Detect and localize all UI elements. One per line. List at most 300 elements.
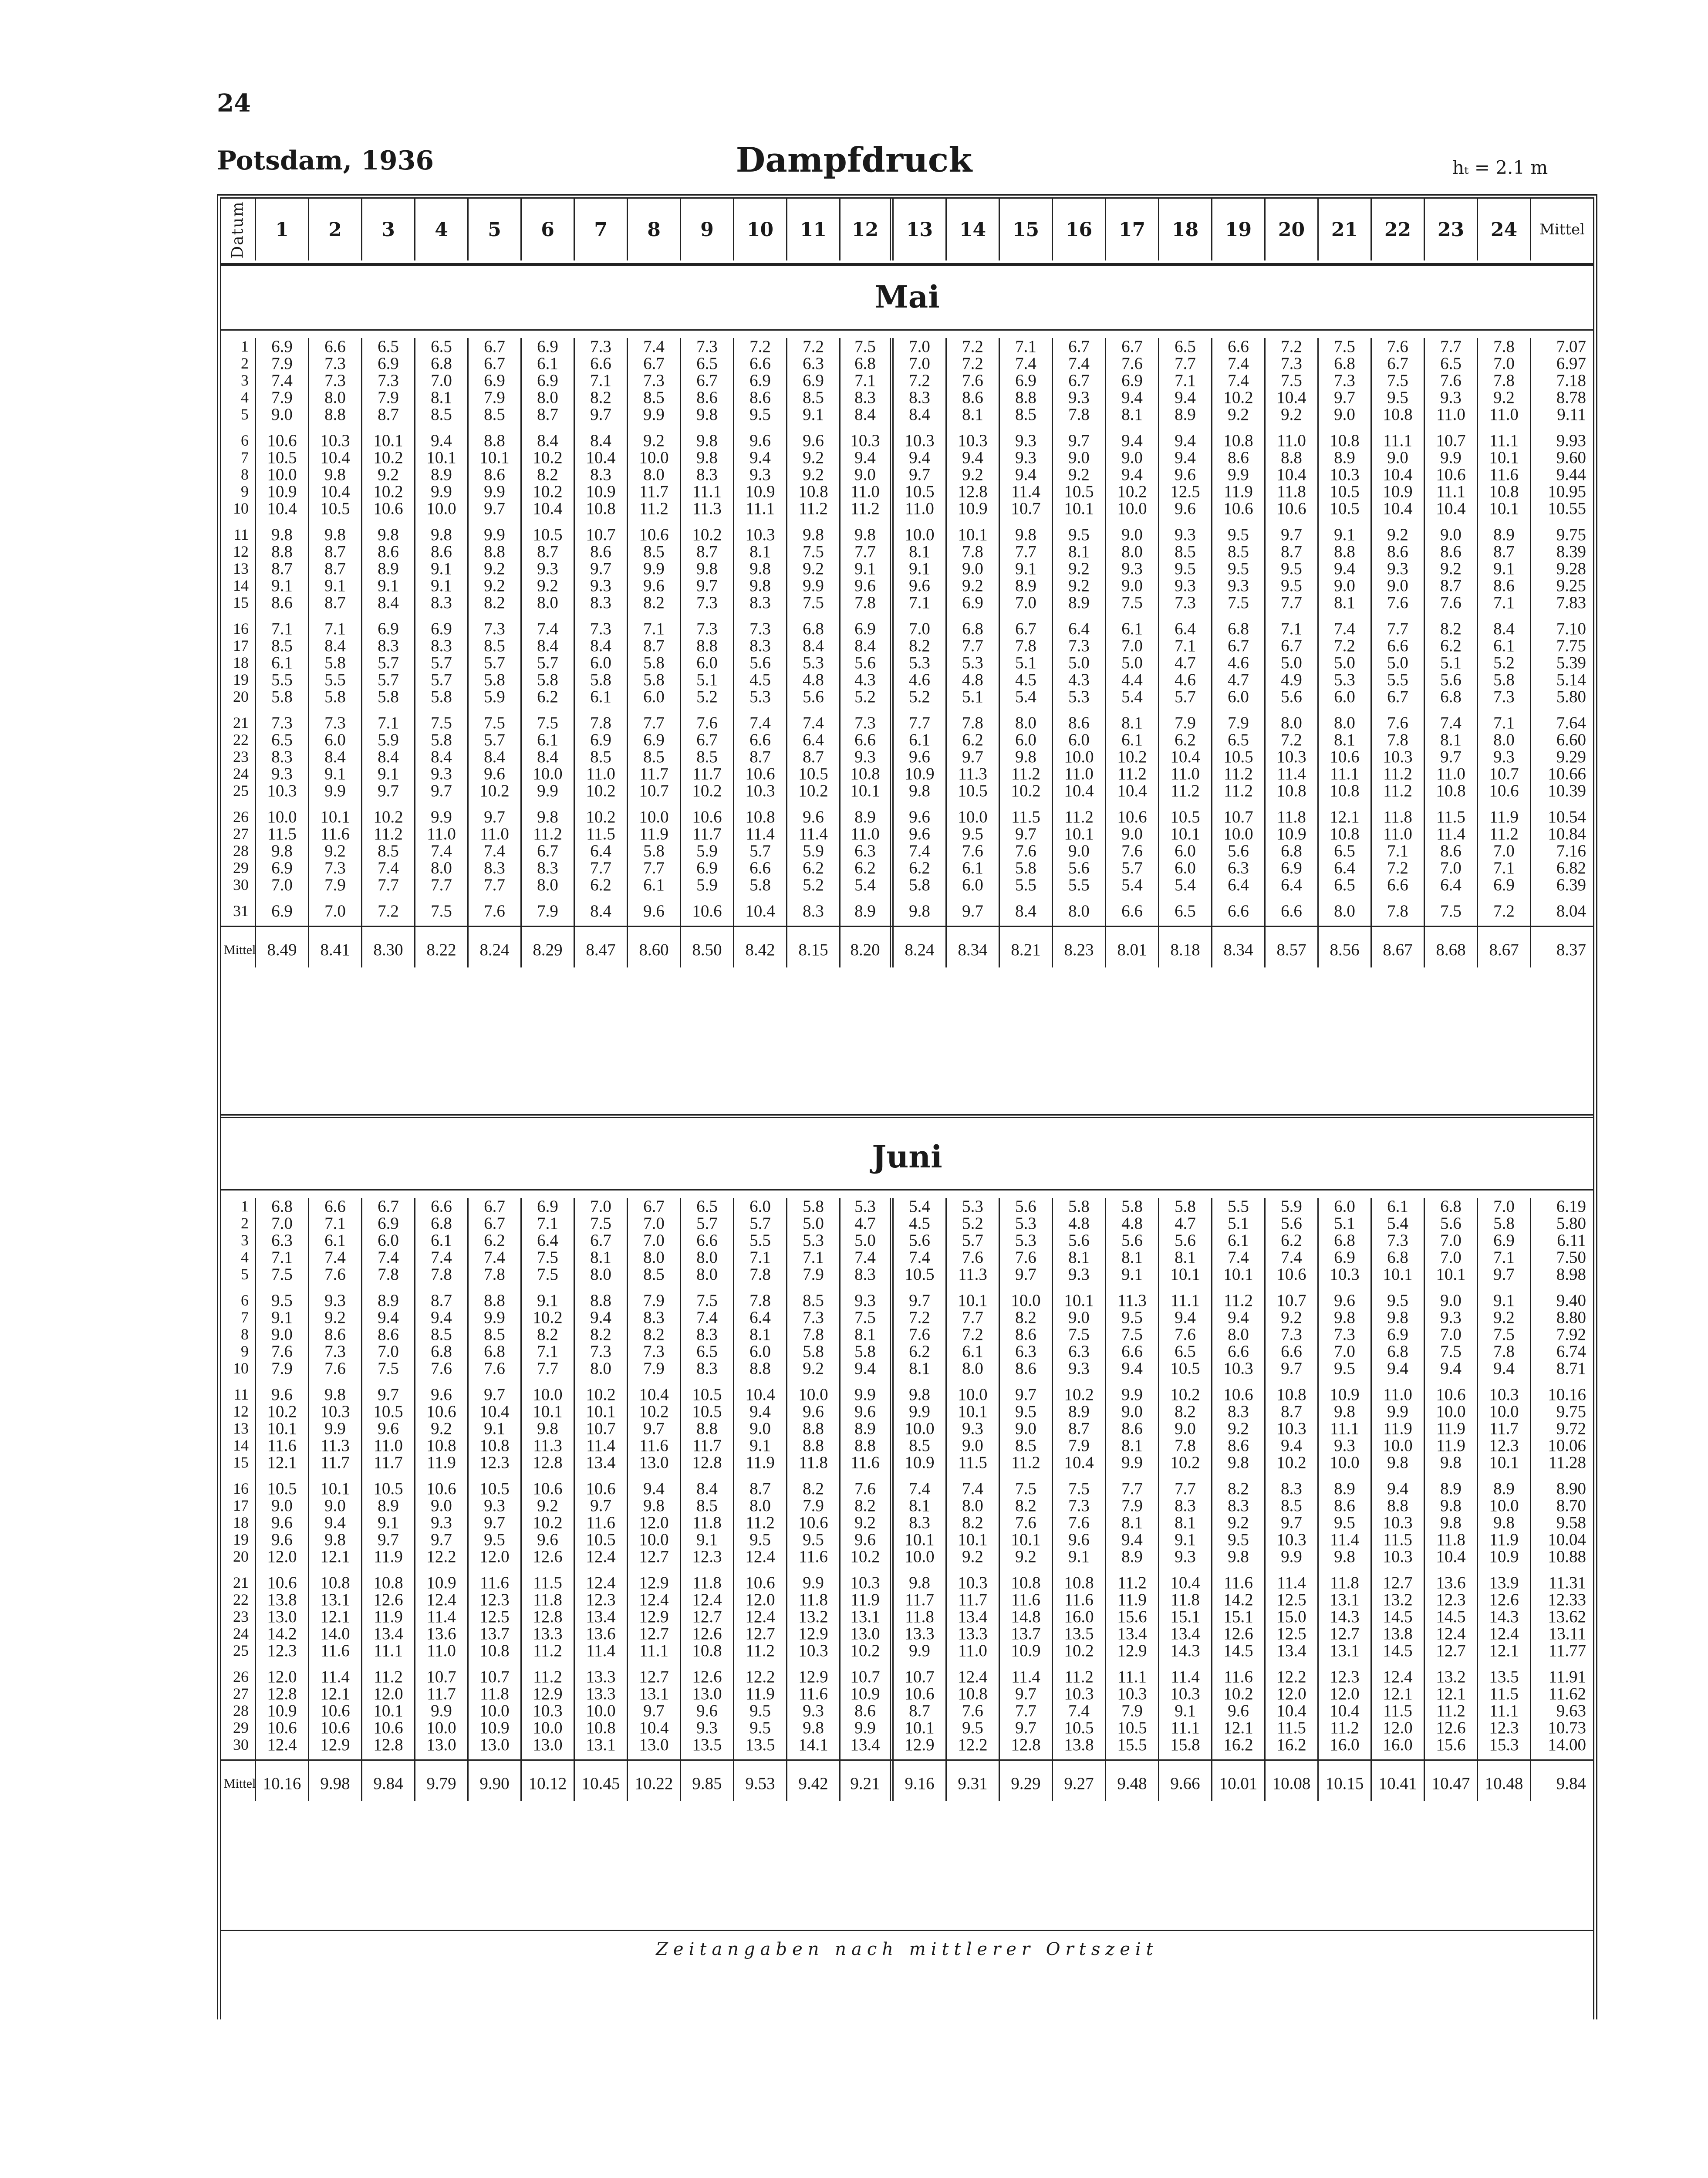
value-cell: 9.9 [324, 781, 346, 800]
value-cell: 11.2 [1064, 808, 1094, 826]
value-cell: 9.2 [1015, 1547, 1036, 1566]
value-cell: 7.3 [590, 1342, 611, 1361]
value-cell: 5.1 [1334, 1214, 1355, 1233]
value-cell: 18 [233, 1514, 249, 1531]
value-cell: 9.8 [696, 559, 718, 578]
value-cell: 11.0 [1171, 764, 1200, 783]
value-cell: 6.8 [1334, 354, 1355, 373]
value-cell: 11.0 [851, 825, 880, 843]
value-cell: 9.6 [909, 576, 930, 595]
mean-cell: 9.53 [745, 1774, 775, 1793]
mean-cell: 8.57 [1276, 940, 1306, 959]
value-cell: 10.4 [1436, 1547, 1466, 1566]
value-cell: 8.8 [1281, 448, 1302, 467]
value-cell: 6.8 [1440, 687, 1462, 706]
value-cell: 6.1 [643, 876, 665, 894]
value-cell: 13.4 [1117, 1624, 1147, 1643]
value-cell: 10.3 [1330, 465, 1360, 484]
value-cell: 8.1 [1068, 1248, 1090, 1267]
value-cell: 9.8 [1015, 525, 1036, 544]
value-cell: 13.4 [850, 1735, 880, 1754]
value-cell: 5.8 [643, 842, 665, 860]
value-cell: 6 [241, 432, 249, 449]
value-cell: 7.6 [484, 902, 505, 920]
value-cell: 8.9 [1068, 593, 1090, 612]
value-cell: 11.0 [1436, 764, 1465, 783]
value-cell: 4.5 [909, 1214, 930, 1233]
value-cell: 9.6 [378, 1419, 399, 1438]
value-cell: 10.6 [1223, 499, 1253, 518]
value-cell: 9.0 [1068, 1308, 1090, 1327]
value-cell: 14.5 [1436, 1607, 1466, 1626]
value-cell: 11.3 [692, 499, 722, 518]
value-cell: 14.5 [1383, 1641, 1413, 1660]
value-cell: 7.8 [1175, 1436, 1196, 1455]
value-cell: 9.1 [1493, 559, 1515, 578]
value-cell: 16.2 [1276, 1735, 1306, 1754]
value-cell: 5.4 [854, 876, 876, 894]
hour-column-20 [1266, 1198, 1319, 1801]
value-cell: 9.8 [909, 781, 930, 800]
value-cell: 11.5 [1489, 1684, 1519, 1703]
value-cell: 9.1 [378, 1513, 399, 1532]
value-cell: 12 [233, 1403, 249, 1420]
value-cell: 8.6 [1440, 542, 1462, 561]
value-cell: 11.62 [1548, 1684, 1586, 1703]
value-cell: 11.9 [851, 1590, 880, 1609]
value-cell: 8.3 [643, 1308, 665, 1327]
value-cell: 10.3 [1383, 1513, 1413, 1532]
value-cell: 4.8 [803, 670, 824, 689]
header-hour-21: 21 [1319, 199, 1372, 260]
value-cell: 7.4 [909, 1479, 930, 1498]
value-cell: 10.8 [373, 1573, 403, 1592]
value-cell: 7.5 [590, 1214, 611, 1233]
value-cell: 8 [241, 1326, 249, 1343]
value-cell: 8.8 [1387, 1496, 1408, 1515]
value-cell: 10.73 [1548, 1718, 1586, 1737]
value-cell: 11.5 [1383, 1530, 1412, 1549]
value-cell: 13.5 [692, 1735, 722, 1754]
value-cell: 4.8 [962, 670, 983, 689]
value-cell: 10.5 [533, 525, 563, 544]
value-cell: 10.1 [1383, 1265, 1413, 1284]
value-cell: 12.1 [1223, 1718, 1253, 1737]
value-cell: 10.7 [479, 1667, 510, 1686]
value-cell: 28 [233, 842, 249, 859]
value-cell: 11.8 [1277, 482, 1306, 501]
value-cell: 7.6 [1015, 842, 1036, 860]
value-cell: 8.6 [1387, 542, 1408, 561]
value-cell: 7.0 [1440, 1231, 1462, 1250]
value-cell: 8.9 [378, 1291, 399, 1310]
value-cell: 8.4 [431, 747, 452, 766]
value-cell: 5.8 [537, 670, 558, 689]
page-title: Dampfdruck [736, 140, 972, 180]
value-cell: 10.6 [745, 764, 775, 783]
value-cell: 9.75 [1556, 1402, 1586, 1421]
value-cell: 5.0 [1121, 653, 1143, 672]
value-cell: 5.2 [696, 687, 718, 706]
hour-column-4 [415, 338, 469, 967]
value-cell: 6.4 [1281, 876, 1302, 894]
value-cell: 13.0 [850, 1624, 880, 1643]
value-cell: 10.0 [958, 1385, 988, 1404]
value-cell: 8.4 [484, 747, 505, 766]
value-cell: 7.4 [1228, 371, 1249, 390]
value-cell: 9.4 [431, 431, 452, 450]
value-cell: 1 [241, 1197, 249, 1215]
value-cell: 9.6 [854, 576, 876, 595]
value-cell: 6.11 [1557, 1231, 1586, 1250]
value-cell: 7.6 [1068, 1513, 1090, 1532]
value-cell: 9.60 [1556, 448, 1586, 467]
value-cell: 9.0 [1387, 448, 1408, 467]
value-cell: 8.6 [1440, 842, 1462, 860]
sensor-height-note: hₜ = 2.1 m [1452, 157, 1548, 178]
value-cell: 9.1 [1175, 1701, 1196, 1720]
value-cell: 8.1 [1175, 1513, 1196, 1532]
value-cell: 8.2 [643, 593, 665, 612]
value-cell: 12.7 [639, 1667, 669, 1686]
value-cell: 9.6 [431, 1385, 452, 1404]
value-cell: 10 [233, 500, 249, 517]
value-cell: 7.5 [854, 337, 876, 356]
value-cell: 9.9 [1121, 1453, 1143, 1472]
hour-column-8 [628, 338, 681, 967]
value-cell: 7.3 [696, 337, 718, 356]
hour-column-16 [1053, 1198, 1106, 1801]
value-cell: 7.6 [909, 1325, 930, 1344]
hour-column-6 [522, 338, 575, 967]
value-cell: 11.0 [1277, 431, 1306, 450]
hour-column-9 [681, 338, 734, 967]
value-cell: 8.4 [1493, 619, 1515, 638]
value-cell: 9.8 [1334, 1308, 1355, 1327]
value-cell: 9.4 [431, 1308, 452, 1327]
hour-column-22 [1372, 338, 1425, 967]
value-cell: 7.3 [1175, 593, 1196, 612]
value-cell: 7.1 [1493, 859, 1515, 877]
value-cell: 7.8 [962, 714, 983, 732]
value-cell: 6.1 [537, 354, 558, 373]
mean-cell: 8.50 [692, 940, 722, 959]
value-cell: 10.8 [1276, 781, 1306, 800]
value-cell: 7.8 [1493, 371, 1515, 390]
value-cell: 10.9 [426, 1573, 456, 1592]
value-cell: 10.3 [320, 1402, 350, 1421]
value-cell: 11.7 [639, 764, 668, 783]
value-cell: 10.6 [1436, 465, 1466, 484]
value-cell: 13.7 [1011, 1624, 1041, 1643]
value-cell: 8.4 [590, 431, 611, 450]
value-cell: 5.3 [1334, 670, 1355, 689]
hour-column-14 [947, 1198, 1000, 1801]
value-cell: 8.3 [1228, 1402, 1249, 1421]
hour-column-12 [840, 1198, 894, 1801]
value-cell: 6.0 [643, 687, 665, 706]
value-cell: 7.5 [803, 542, 824, 561]
value-cell: 11.9 [746, 1684, 775, 1703]
value-cell: 5.6 [749, 653, 771, 672]
value-cell: 4.8 [1121, 1214, 1143, 1233]
value-cell: 7.6 [1440, 593, 1462, 612]
value-cell: 7.5 [1015, 1479, 1036, 1498]
value-cell: 9.2 [1228, 1419, 1249, 1438]
value-cell: 11.1 [1489, 1701, 1519, 1720]
value-cell: 6.0 [749, 1197, 771, 1216]
value-cell: 12.1 [320, 1607, 350, 1626]
value-cell: 11.8 [1383, 808, 1412, 826]
value-cell: 5.7 [696, 1214, 718, 1233]
value-cell: 6.1 [324, 1231, 346, 1250]
value-cell: 6.8 [1334, 1231, 1355, 1250]
value-cell: 12.8 [373, 1735, 403, 1754]
value-cell: 8.9 [854, 808, 876, 826]
value-cell: 11.9 [1436, 1419, 1465, 1438]
value-cell: 9.7 [962, 902, 983, 920]
value-cell: 8.0 [537, 593, 558, 612]
value-cell: 8.5 [696, 747, 718, 766]
value-cell: 9.4 [854, 448, 876, 467]
value-cell: 10.5 [1064, 1718, 1094, 1737]
value-cell: 11.2 [1489, 825, 1519, 843]
value-cell: 7.3 [590, 337, 611, 356]
value-cell: 9.7 [696, 576, 718, 595]
value-cell: 26 [233, 1668, 249, 1685]
value-cell: 8.8 [854, 1436, 876, 1455]
value-cell: 7.5 [854, 1308, 876, 1327]
value-cell: 10.2 [1276, 1453, 1306, 1472]
value-cell: 6.7 [484, 337, 505, 356]
value-cell: 9.8 [1387, 1308, 1408, 1327]
value-cell: 7.4 [749, 714, 771, 732]
value-cell: 7 [241, 449, 249, 466]
value-cell: 7.4 [378, 859, 399, 877]
value-cell: 10.0 [639, 448, 669, 467]
value-cell: 7.2 [749, 337, 771, 356]
value-cell: 13.2 [1383, 1590, 1413, 1609]
mean-cell: 8.22 [426, 940, 456, 959]
value-cell: 5.3 [803, 653, 824, 672]
value-cell: 5.1 [962, 687, 983, 706]
mean-cell: 9.42 [798, 1774, 828, 1793]
value-cell: 6.7 [484, 1214, 505, 1233]
value-cell: 6.0 [696, 653, 718, 672]
value-cell: 10.0 [1489, 1496, 1519, 1515]
value-cell: 8.5 [696, 1496, 718, 1515]
value-cell: 8.6 [1068, 714, 1090, 732]
value-cell: 7.4 [537, 619, 558, 638]
hour-column-11 [787, 1198, 840, 1801]
value-cell: 6.5 [431, 337, 452, 356]
value-cell: 9.0 [1121, 525, 1143, 544]
value-cell: 12.4 [586, 1573, 616, 1592]
value-cell: 6.8 [1281, 842, 1302, 860]
value-cell: 10.1 [1436, 1265, 1466, 1284]
value-cell: 13.3 [958, 1624, 988, 1643]
value-cell: 9.4 [749, 1402, 771, 1421]
value-cell: 7.4 [431, 842, 452, 860]
value-cell: 8.4 [696, 1479, 718, 1498]
header-hour-22: 22 [1372, 199, 1425, 260]
value-cell: 12.4 [745, 1607, 775, 1626]
value-cell: 7.4 [962, 1479, 983, 1498]
mean-cell: 8.30 [373, 940, 403, 959]
value-cell: 7.2 [962, 354, 983, 373]
value-cell: 10.5 [267, 448, 297, 467]
value-cell: 8.5 [643, 388, 665, 407]
value-cell: 7.9 [378, 388, 399, 407]
value-cell: 7.4 [1334, 619, 1355, 638]
value-cell: 4.6 [1228, 653, 1249, 672]
value-cell: 9.0 [1440, 1291, 1462, 1310]
value-cell: 7.8 [431, 1265, 452, 1284]
value-cell: 7.92 [1556, 1325, 1586, 1344]
mean-cell: 9.98 [320, 1774, 350, 1793]
value-cell: 11 [233, 1386, 249, 1403]
value-cell: 11.6 [321, 825, 350, 843]
value-cell: 7.7 [1121, 1479, 1143, 1498]
value-cell: 9.9 [431, 482, 452, 501]
value-cell: 13.0 [533, 1735, 563, 1754]
value-cell: 15.1 [1170, 1607, 1200, 1626]
value-cell: 5.8 [378, 687, 399, 706]
value-cell: 10.8 [586, 1718, 616, 1737]
value-cell: 8.9 [1015, 576, 1036, 595]
value-cell: 10.3 [1276, 1419, 1306, 1438]
value-cell: 9.4 [1387, 1479, 1408, 1498]
mean-cell: 8.47 [586, 940, 616, 959]
hour-column-12 [840, 338, 894, 967]
value-cell: 10.7 [850, 1667, 880, 1686]
value-cell: 11.9 [639, 825, 668, 843]
value-cell: 6.1 [431, 1231, 452, 1250]
value-cell: 9.8 [749, 559, 771, 578]
value-cell: 9.4 [1387, 1359, 1408, 1378]
value-cell: 9.8 [1440, 1513, 1462, 1532]
value-cell: 12.1 [1489, 1641, 1519, 1660]
value-cell: 7.5 [1068, 1325, 1090, 1344]
value-cell: 6.7 [378, 1197, 399, 1216]
value-cell: 6.74 [1556, 1342, 1586, 1361]
hour-column-20 [1266, 338, 1319, 967]
value-cell: 9.6 [1334, 1291, 1355, 1310]
value-cell: 10.5 [373, 1402, 403, 1421]
value-cell: 13.1 [1330, 1641, 1360, 1660]
value-cell: 10.9 [1489, 1547, 1519, 1566]
value-cell: 7.10 [1556, 619, 1586, 638]
hour-column-6 [522, 1198, 575, 1801]
value-cell: 8.7 [431, 1291, 452, 1310]
value-cell: 6.8 [271, 1197, 293, 1216]
value-cell: 10.3 [267, 781, 297, 800]
value-cell: 10.3 [533, 1701, 563, 1720]
value-cell: 9.1 [1493, 1291, 1515, 1310]
value-cell: 10.6 [267, 1573, 297, 1592]
value-cell: 10.4 [533, 499, 563, 518]
value-cell: 9.0 [1387, 576, 1408, 595]
value-cell: 5.0 [1068, 653, 1090, 672]
value-cell: 7.7 [1015, 542, 1036, 561]
value-cell: 7.8 [1387, 731, 1408, 749]
value-cell: 10.6 [533, 1479, 563, 1498]
value-cell: 9.8 [324, 1530, 346, 1549]
value-cell: 10.0 [905, 1419, 935, 1438]
value-cell: 6.7 [643, 354, 665, 373]
hour-column-17 [1106, 338, 1159, 967]
value-cell: 11.4 [321, 1667, 350, 1686]
value-cell: 5.4 [1015, 687, 1036, 706]
value-cell: 8.5 [271, 636, 293, 655]
value-cell: 14.5 [1223, 1641, 1253, 1660]
value-cell: 7.5 [431, 902, 452, 920]
value-cell: 9.72 [1556, 1419, 1586, 1438]
value-cell: 9.9 [1387, 1402, 1408, 1421]
value-cell: 13.3 [905, 1624, 935, 1643]
value-cell: 9.1 [1068, 1547, 1090, 1566]
value-cell: 10.5 [1170, 1359, 1200, 1378]
value-cell: 12.8 [267, 1684, 297, 1703]
value-cell: 7.9 [271, 388, 293, 407]
value-cell: 9.3 [1440, 1308, 1462, 1327]
value-cell: 13 [233, 560, 249, 577]
value-cell: 7.7 [1387, 619, 1408, 638]
value-cell: 9.7 [1015, 1385, 1036, 1404]
value-cell: 5.7 [378, 653, 399, 672]
value-cell: 8.3 [431, 593, 452, 612]
value-cell: 11.3 [321, 1436, 350, 1455]
value-cell: 5.7 [378, 670, 399, 689]
value-cell: 9.1 [484, 1419, 505, 1438]
value-cell: 9.3 [590, 576, 611, 595]
value-cell: 9.7 [1015, 1718, 1036, 1737]
value-cell: 5.7 [1121, 859, 1143, 877]
value-cell: 8.0 [1493, 731, 1515, 749]
value-cell: 10.7 [1276, 1291, 1306, 1310]
mean-cell: 9.85 [692, 1774, 722, 1793]
value-cell: 12.6 [1223, 1624, 1253, 1643]
value-cell: 8.3 [537, 859, 558, 877]
value-cell: 7.7 [643, 714, 665, 732]
value-cell: 6.6 [854, 731, 876, 749]
value-cell: 11.2 [1224, 1291, 1253, 1310]
value-cell: 11.8 [799, 1453, 828, 1472]
value-cell: 5.5 [324, 670, 346, 689]
value-cell: 10.9 [958, 499, 988, 518]
value-cell: 7.3 [324, 714, 346, 732]
value-cell: 11.8 [905, 1607, 934, 1626]
value-cell: 7.1 [803, 1248, 824, 1267]
value-cell: 8.1 [1121, 405, 1143, 424]
value-cell: 9.4 [1334, 559, 1355, 578]
value-cell: 11.0 [1383, 825, 1412, 843]
value-cell: 9.1 [1121, 1265, 1143, 1284]
value-cell: 9.7 [484, 808, 505, 826]
mean-cell: 10.01 [1219, 1774, 1258, 1793]
value-cell: 7.8 [1015, 636, 1036, 655]
value-cell: 6.7 [1068, 337, 1090, 356]
value-cell: 9.2 [854, 1513, 876, 1532]
value-cell: 12.8 [533, 1453, 563, 1472]
value-cell: 8.3 [590, 593, 611, 612]
value-cell: 8.5 [1015, 405, 1036, 424]
value-cell: 10.6 [1330, 747, 1360, 766]
value-cell: 7.8 [484, 1265, 505, 1284]
value-cell: 9.29 [1556, 747, 1586, 766]
value-cell: 8.0 [537, 388, 558, 407]
mean-row-separator [221, 926, 1593, 927]
